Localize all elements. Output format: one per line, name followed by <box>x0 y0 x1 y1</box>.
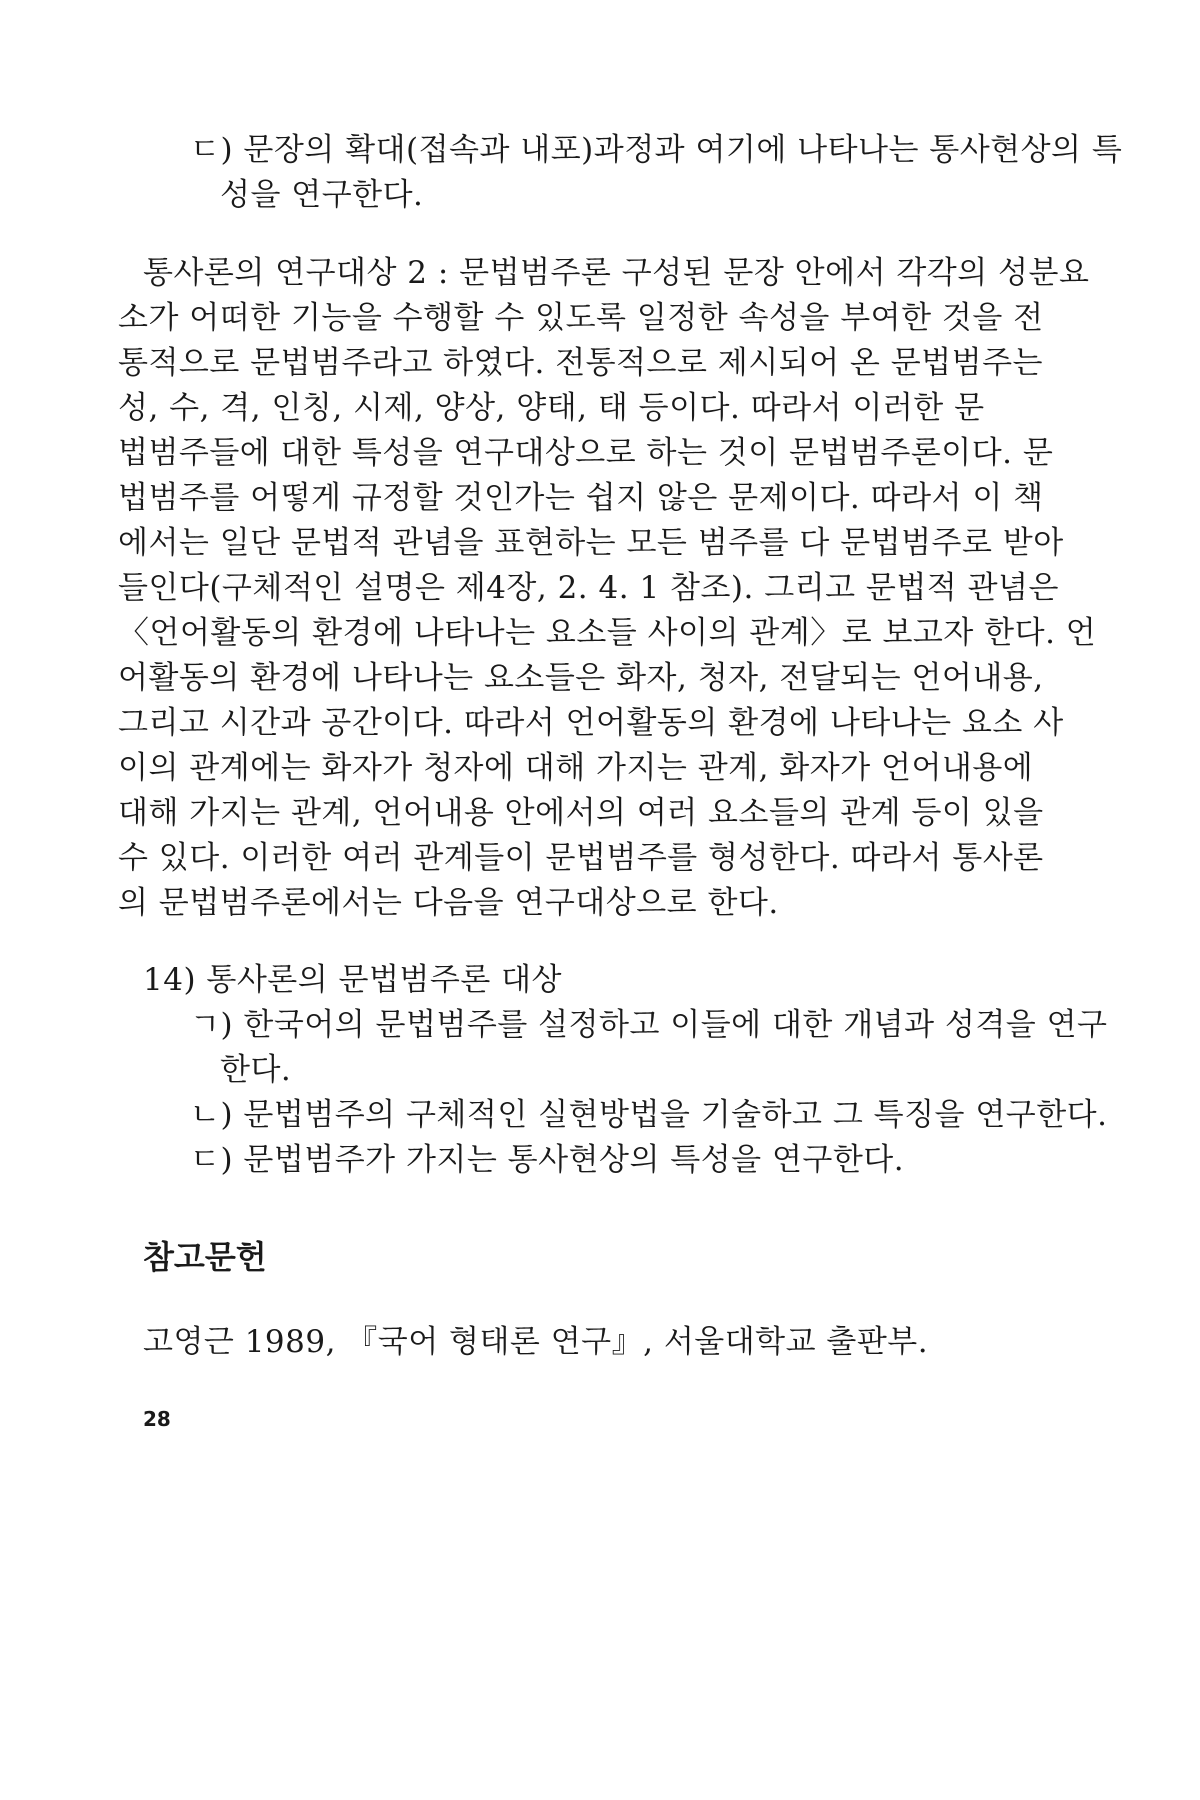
list-item: ㄷ) 문법범주가 가지는 통사현상의 특성을 연구한다. <box>190 1142 905 1178</box>
references-heading: 참고문헌 <box>143 1238 267 1276</box>
intro-line: 성을 연구한다. <box>220 177 424 213</box>
paragraph-line: 이의 관계에는 화자가 청자에 대해 가지는 관계, 화자가 언어내용에 <box>118 750 1034 786</box>
paragraph-line: 에서는 일단 문법적 관념을 표현하는 모든 범주를 다 문법범주로 받아 <box>118 525 1064 561</box>
paragraph-line: 수 있다. 이러한 여러 관계들이 문법범주를 형성한다. 따라서 통사론 <box>118 840 1044 876</box>
paragraph-line: 통적으로 문법범주라고 하였다. 전통적으로 제시되어 온 문법범주는 <box>118 345 1043 381</box>
list-item: 한다. <box>220 1052 292 1088</box>
reference-entry: 고영근 1989, 『국어 형태론 연구』, 서울대학교 출판부. <box>143 1324 929 1360</box>
paragraph-line: 의 문법범주론에서는 다음을 연구대상으로 한다. <box>118 885 779 921</box>
paragraph-line: 들인다(구체적인 설명은 제4장, 2. 4. 1 참조). 그리고 문법적 관념은 <box>118 570 1059 606</box>
paragraph-line: 소가 어떠한 기능을 수행할 수 있도록 일정한 속성을 부여한 것을 전 <box>118 300 1044 336</box>
intro-line: ㄷ) 문장의 확대(접속과 내포)과정과 여기에 나타나는 통사현상의 특 <box>190 132 1123 168</box>
paragraph-line: 법범주를 어떻게 규정할 것인가는 쉽지 않은 문제이다. 따라서 이 책 <box>118 480 1044 516</box>
list-title: 14) 통사론의 문법범주론 대상 <box>143 962 563 998</box>
paragraph-line: 그리고 시간과 공간이다. 따라서 언어활동의 환경에 나타나는 요소 사 <box>118 705 1064 741</box>
paragraph-line: 대해 가지는 관계, 언어내용 안에서의 여러 요소들의 관계 등이 있을 <box>118 795 1044 831</box>
paragraph-line: 통사론의 연구대상 2 : 문법범주론 구성된 문장 안에서 각각의 성분요 <box>143 255 1090 291</box>
paragraph-line: 어활동의 환경에 나타나는 요소들은 화자, 청자, 전달되는 언어내용, <box>118 660 1044 696</box>
paragraph-line: 〈언어활동의 환경에 나타나는 요소들 사이의 관계〉로 보고자 한다. 언 <box>118 615 1097 651</box>
list-item: ㄴ) 문법범주의 구체적인 실현방법을 기술하고 그 특징을 연구한다. <box>190 1097 1108 1133</box>
paragraph-line: 법범주들에 대한 특성을 연구대상으로 하는 것이 문법범주론이다. 문 <box>118 435 1054 471</box>
list-item: ㄱ) 한국어의 문법범주를 설정하고 이들에 대한 개념과 성격을 연구 <box>190 1007 1108 1043</box>
paragraph-line: 성, 수, 격, 인칭, 시제, 양상, 양태, 태 등이다. 따라서 이러한 문 <box>118 390 985 426</box>
page-number: 28 <box>143 1407 171 1431</box>
